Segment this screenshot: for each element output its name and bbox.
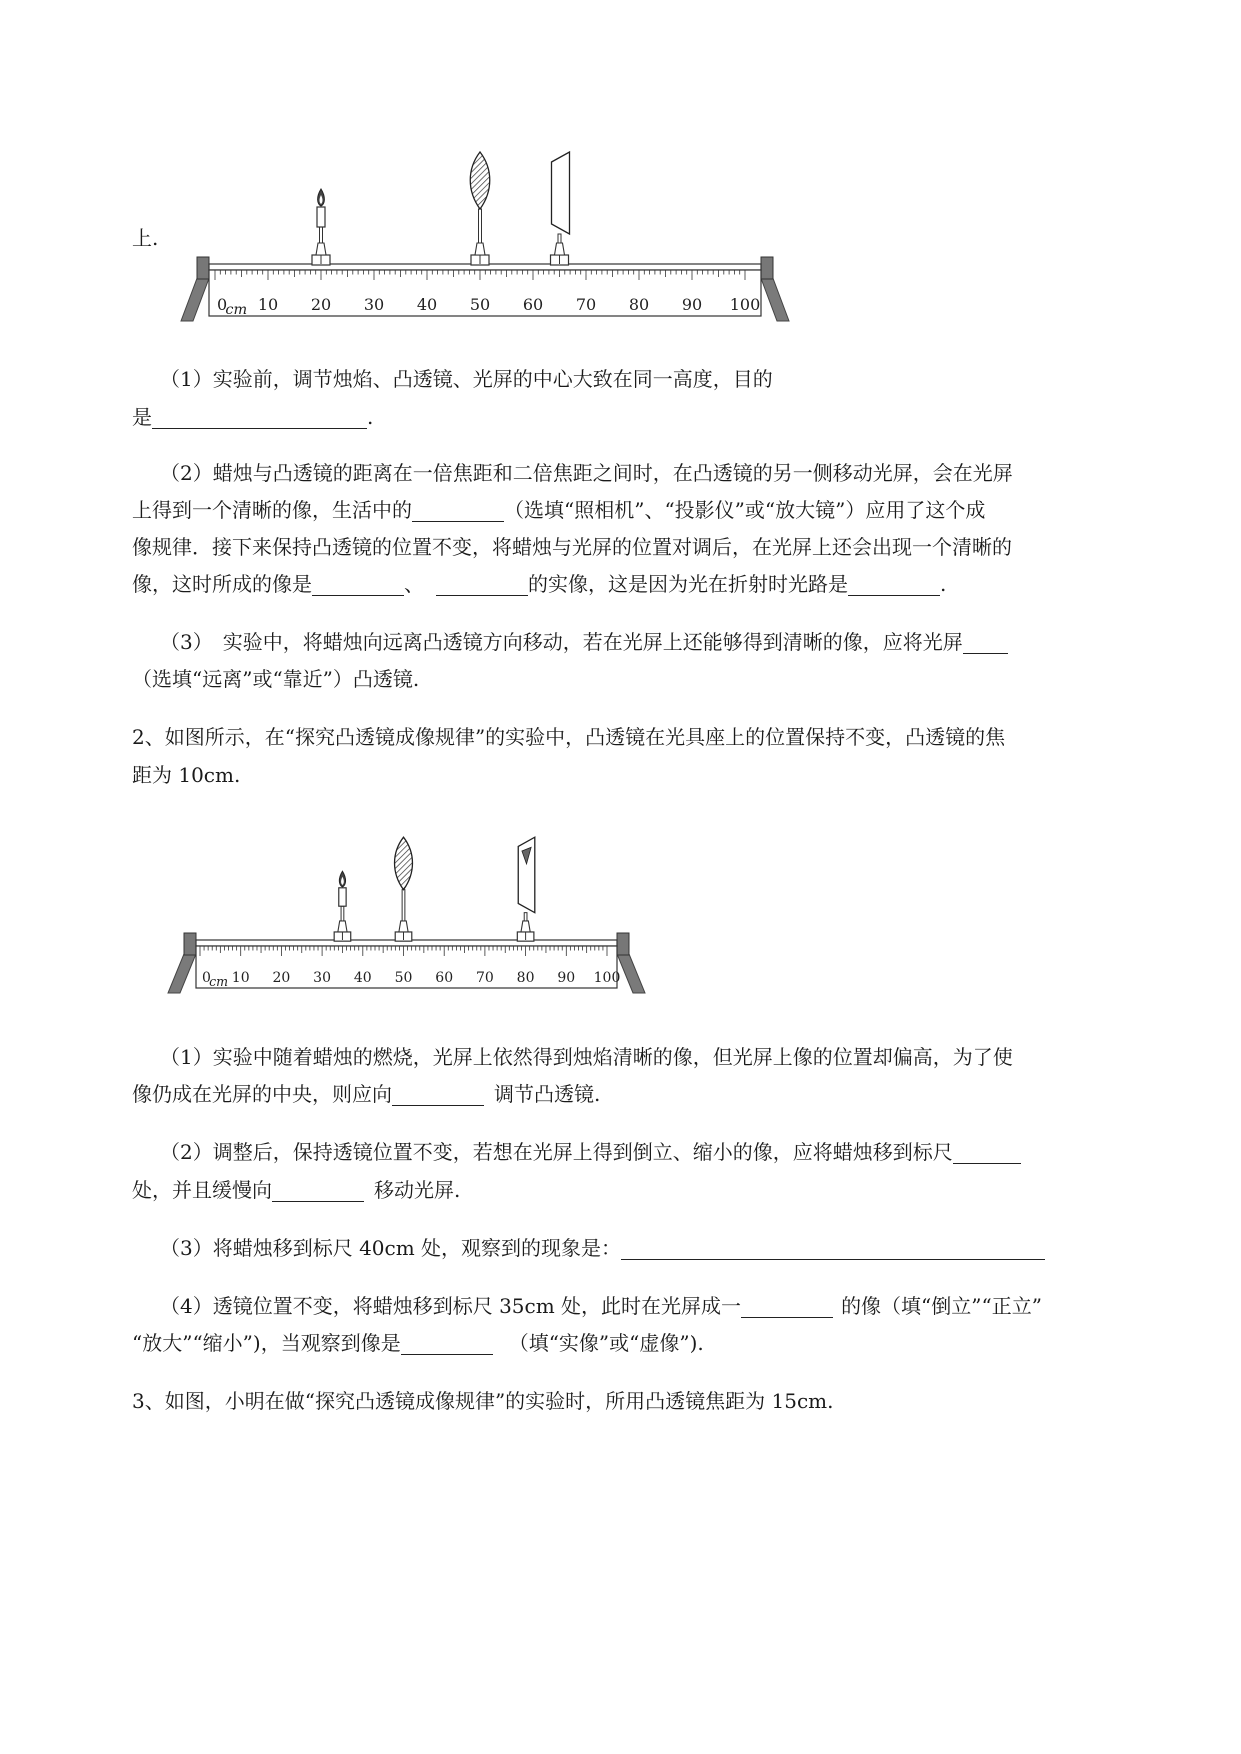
lens-holder-clamp bbox=[399, 921, 408, 932]
q2-part4-blank-nature[interactable] bbox=[741, 1297, 833, 1318]
q2-part1-line1: （1）实验中随着蜡烛的燃烧，光屏上依然得到烛焰清晰的像，但光屏上像的位置却偏高，为了使 bbox=[160, 1045, 1013, 1069]
q2-intro-line1: 2、如图所示，在“探究凸透镜成像规律”的实验中，凸透镜在光具座上的位置保持不变，凸透镜的焦 bbox=[132, 725, 1006, 749]
lens-holder-clamp bbox=[475, 243, 485, 255]
q1-part2-line2 bbox=[132, 498, 985, 522]
convex-lens-icon bbox=[395, 837, 413, 889]
scale-tick-label: 100 bbox=[729, 295, 761, 314]
q1-part2-blank-device[interactable] bbox=[412, 501, 504, 522]
q2-part2-line2 bbox=[132, 1178, 460, 1202]
q2-part4-blank-type[interactable] bbox=[401, 1334, 493, 1355]
q2-part1-text-a: 像仍成在光屏的中央，则应向 bbox=[132, 1082, 392, 1106]
q1-part3-line1 bbox=[160, 630, 1008, 654]
scale-unit-label: cm bbox=[209, 974, 229, 989]
q1-part2-text-d: 的实像，这是因为光在折射时光路是 bbox=[528, 572, 848, 596]
bench-leg-left bbox=[168, 949, 198, 993]
q2-part2-blank-position[interactable] bbox=[953, 1143, 1021, 1164]
light-screen-icon bbox=[518, 837, 535, 912]
q2-intro-line2: 距为 10cm. bbox=[132, 763, 241, 787]
bench-leg-right bbox=[759, 273, 789, 321]
q2-part4-text-d: （填“实像”或“虚像”). bbox=[508, 1331, 704, 1355]
scale-tick-label: 10 bbox=[231, 970, 250, 986]
q1-part2-line3: 像规律．接下来保持凸透镜的位置不变，将蜡烛与光屏的位置对调后，在光屏上还会出现一个清晰的 bbox=[132, 535, 1012, 559]
scale-tick-label: 70 bbox=[475, 970, 494, 986]
candle-holder-clamp bbox=[338, 921, 347, 932]
q2-part1-line2 bbox=[132, 1082, 600, 1106]
q2-part3-blank[interactable] bbox=[621, 1239, 1045, 1260]
screen-holder-clamp bbox=[555, 243, 565, 255]
optical-bench-figure-1 bbox=[170, 145, 810, 325]
q2-part4-text-c: “放大”“缩小”)，当观察到像是 bbox=[132, 1331, 401, 1355]
scale-tick-label: 10 bbox=[257, 295, 279, 314]
q2-part2-text-a: （2）调整后，保持透镜位置不变，若想在光屏上得到倒立、缩小的像，应将蜡烛移到标尺 bbox=[160, 1140, 953, 1164]
screen-holder-rod bbox=[558, 234, 561, 243]
q1-part2-text-a: 上得到一个清晰的像，生活中的 bbox=[132, 498, 412, 522]
q1-part1-text: （1）实验前，调节烛焰、凸透镜、光屏的中心大致在同一高度，目的 bbox=[160, 367, 773, 391]
candle-holder-rod bbox=[341, 906, 344, 921]
q1-part2-blank-light-path[interactable] bbox=[848, 575, 940, 596]
q3-intro: 3、如图，小明在做“探究凸透镜成像规律”的实验时，所用凸透镜焦距为 15cm. bbox=[132, 1389, 834, 1413]
scale-tick-label: 90 bbox=[557, 970, 576, 986]
light-screen-icon bbox=[552, 152, 570, 234]
q1-part2-blank-image-1[interactable] bbox=[312, 575, 404, 596]
scale-tick-label: 0 bbox=[202, 970, 211, 986]
scale-tick-label: 40 bbox=[416, 295, 438, 314]
scale-tick-label: 60 bbox=[435, 970, 454, 986]
q1-part2-blank-image-2[interactable] bbox=[436, 575, 528, 596]
q1-part2-text-c: 像，这时所成的像是 bbox=[132, 572, 312, 596]
bench-leg-left bbox=[181, 273, 211, 321]
bench-end-right bbox=[617, 933, 629, 955]
scale-tick-label: 70 bbox=[575, 295, 597, 314]
q1-part3-line2: （选填“远离”或“靠近”）凸透镜. bbox=[132, 667, 420, 691]
q1-part3-blank[interactable] bbox=[963, 633, 1008, 654]
q1-part2-line1: （2）蜡烛与凸透镜的距离在一倍焦距和二倍焦距之间时，在凸透镜的另一侧移动光屏，会在光屏 bbox=[160, 461, 1013, 485]
q1-part1-shi: 是 bbox=[132, 405, 152, 429]
scale-tick-label: 80 bbox=[516, 970, 535, 986]
q1-part2-line4 bbox=[132, 572, 946, 596]
scale-tick-label: 40 bbox=[353, 970, 372, 986]
scale-tick-label: 80 bbox=[628, 295, 650, 314]
q2-part2-blank-direction[interactable] bbox=[272, 1181, 364, 1202]
q1-part2-text-b: （选填“照相机”、“投影仪”或“放大镜”）应用了这个成 bbox=[504, 498, 986, 522]
scale-tick-label: 30 bbox=[313, 970, 332, 986]
q2-part1-text-b: 调节凸透镜. bbox=[494, 1082, 601, 1106]
q1-part2-period: . bbox=[940, 572, 947, 596]
q1-part1-line2 bbox=[132, 405, 373, 429]
bench-end-right bbox=[761, 257, 773, 279]
screen-holder-rod bbox=[524, 913, 527, 921]
q2-part2-text-b: 处，并且缓慢向 bbox=[132, 1178, 272, 1202]
q2-part3-text: （3）将蜡烛移到标尺 40cm 处，观察到的现象是： bbox=[160, 1236, 622, 1260]
scale-tick-label: 60 bbox=[522, 295, 544, 314]
q2-part1-blank-direction[interactable] bbox=[392, 1085, 484, 1106]
candle-body bbox=[339, 888, 346, 906]
scale-tick-label: 20 bbox=[310, 295, 332, 314]
q2-part4-text-b: 的像（填“倒立”“正立” bbox=[841, 1294, 1042, 1318]
lens-holder-rod bbox=[479, 209, 482, 243]
bench-end-left bbox=[184, 933, 196, 955]
lens-holder-rod bbox=[402, 890, 405, 921]
scale-tick-label: 20 bbox=[272, 970, 291, 986]
q1-part1-period: . bbox=[367, 405, 374, 429]
q2-part3-line bbox=[160, 1236, 1045, 1260]
scale-tick-label: 90 bbox=[681, 295, 703, 314]
candle-holder-clamp bbox=[316, 243, 326, 255]
scale-tick-label: 50 bbox=[394, 970, 413, 986]
q2-part4-text-a: （4）透镜位置不变，将蜡烛移到标尺 35cm 处，此时在光屏成一 bbox=[160, 1294, 742, 1318]
q2-part4-line1 bbox=[160, 1294, 1042, 1318]
scale-tick-label: 0 bbox=[217, 295, 228, 314]
q1-part3-text: （3） 实验中，将蜡烛向远离凸透镜方向移动，若在光屏上还能够得到清晰的像，应将光屏 bbox=[160, 630, 963, 654]
q2-part4-line2 bbox=[132, 1331, 704, 1355]
scale-tick-label: 30 bbox=[363, 295, 385, 314]
candle-body bbox=[317, 207, 325, 227]
q2-part2-line1 bbox=[160, 1140, 1021, 1164]
scale-tick-label: 100 bbox=[593, 970, 621, 986]
optical-bench-figure-2 bbox=[160, 826, 660, 1006]
q1-part2-sep: 、 bbox=[404, 572, 424, 596]
q1-part1-blank[interactable] bbox=[152, 408, 367, 429]
convex-lens-icon bbox=[470, 152, 490, 209]
bench-end-left bbox=[197, 257, 209, 279]
q1-intro-tail: 上. bbox=[132, 226, 159, 250]
q2-part2-text-c: 移动光屏. bbox=[374, 1178, 461, 1202]
scale-unit-label: cm bbox=[225, 302, 248, 318]
candle-holder-rod bbox=[320, 227, 323, 243]
scale-tick-label: 50 bbox=[469, 295, 491, 314]
screen-holder-clamp bbox=[521, 921, 530, 932]
